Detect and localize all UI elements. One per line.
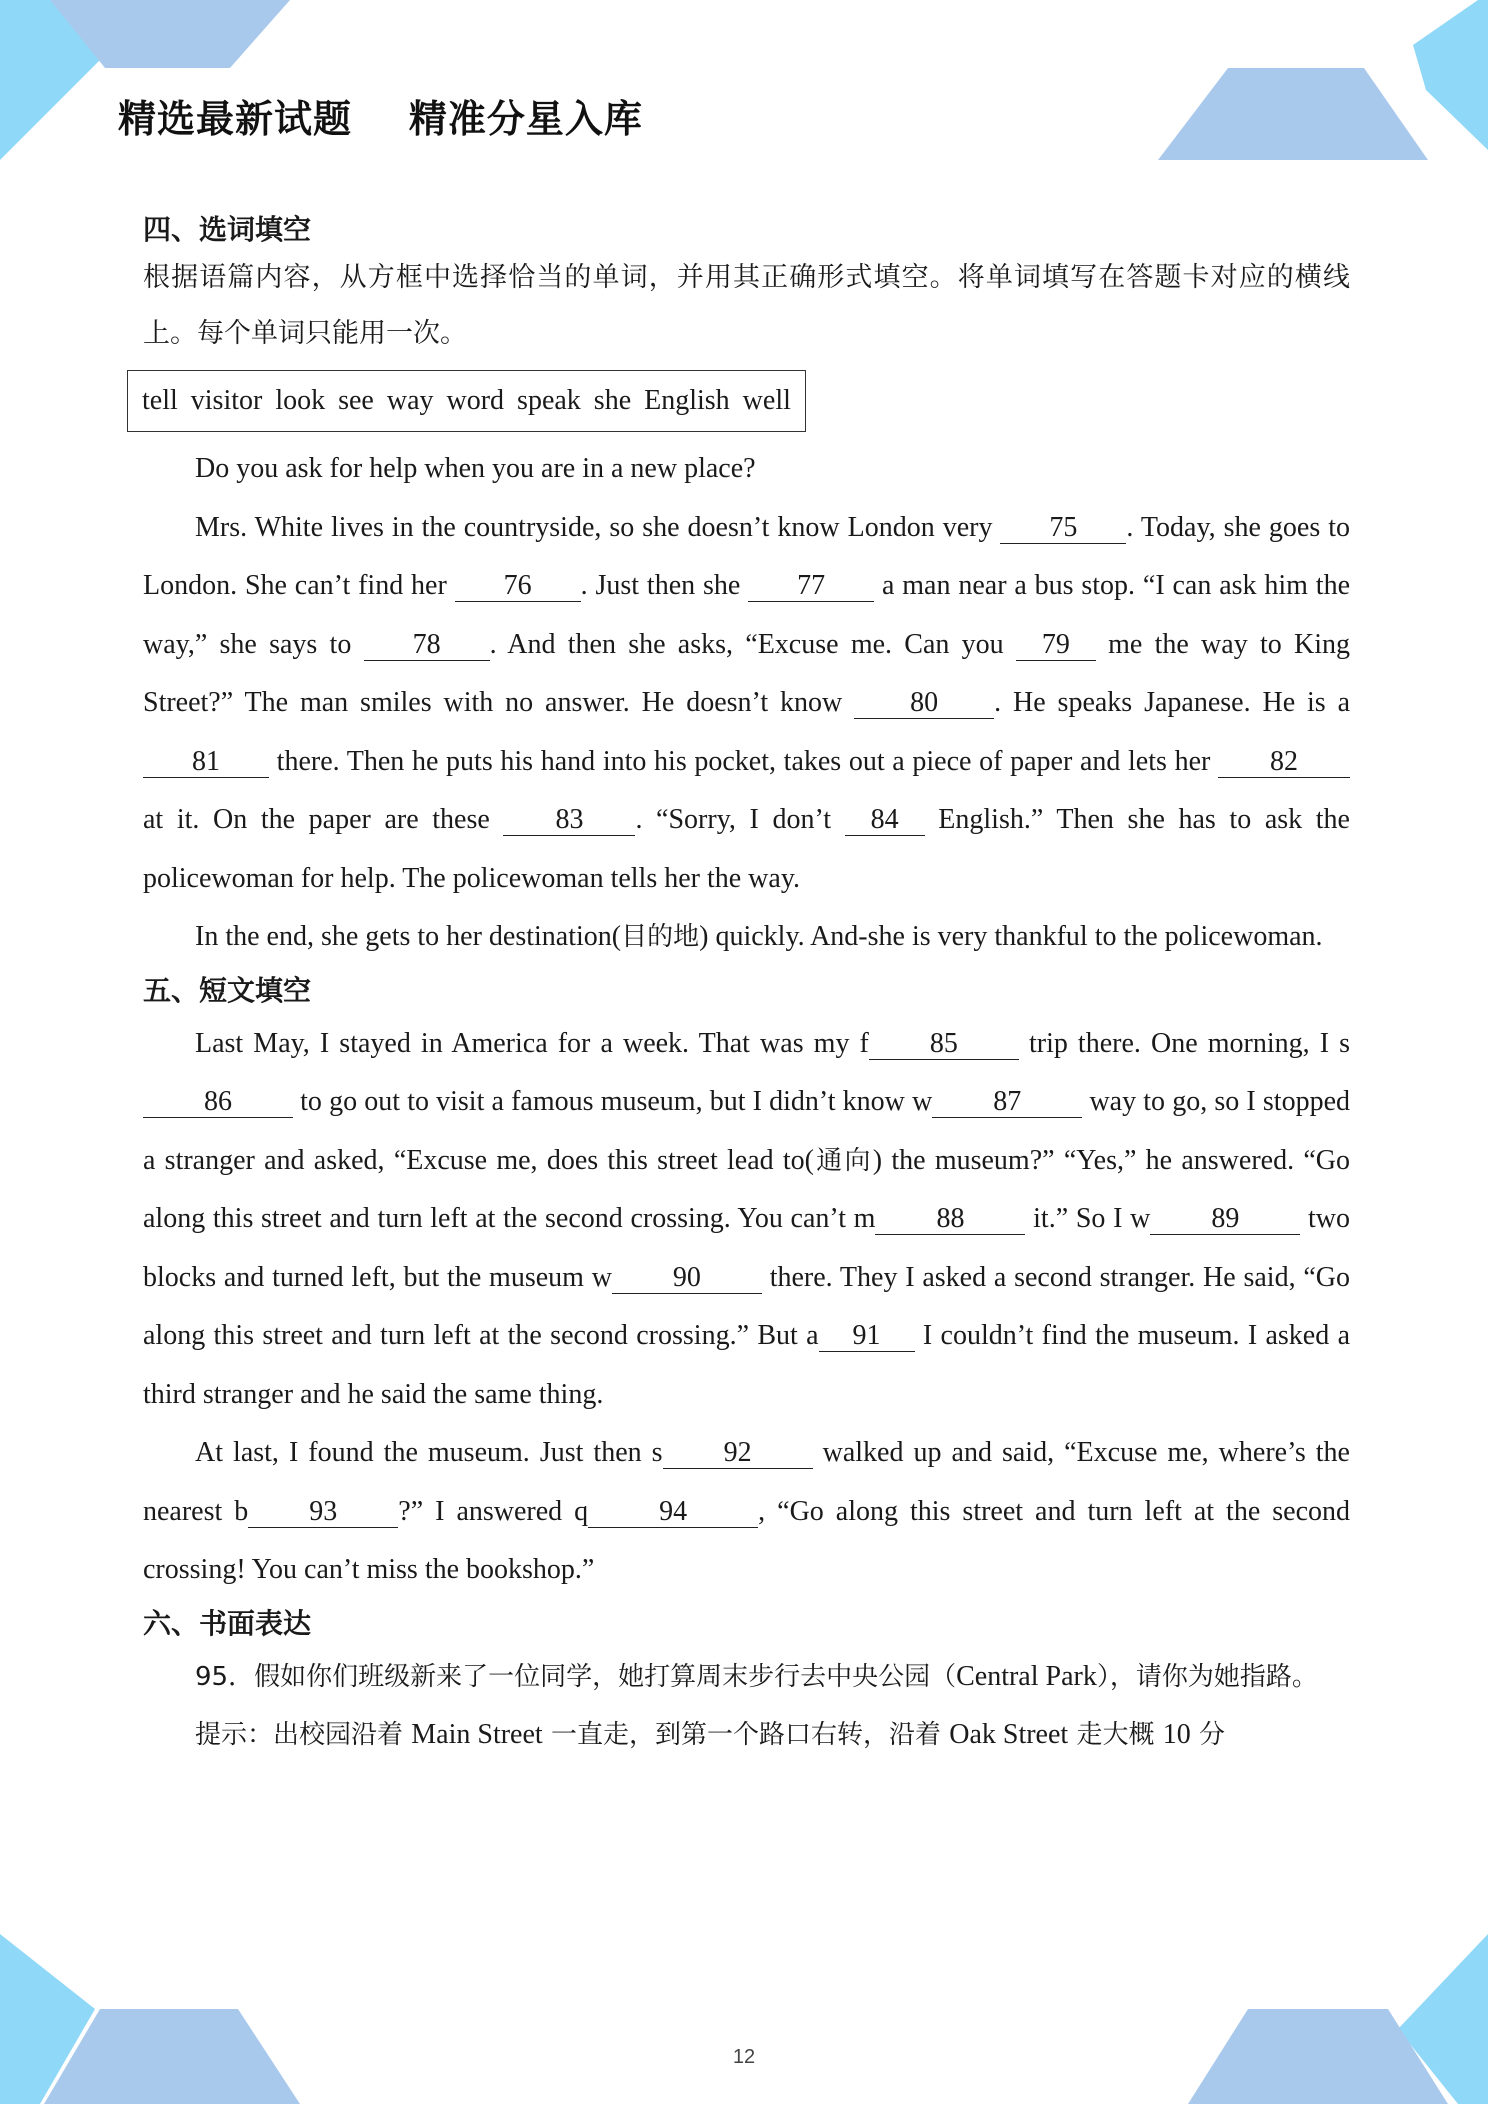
blank-78[interactable]: 78: [364, 630, 490, 661]
bottom-right-decoration: [1178, 1934, 1488, 2104]
section-4-heading: 四、选词填空: [143, 213, 312, 246]
section-4-instruction: 根据语篇内容，从方框中选择恰当的单词，并用其正确形式填空。将单词填写在答题卡对应的横线上。每个单词只能用一次。: [143, 262, 1350, 349]
blank-75[interactable]: 75: [1000, 513, 1126, 544]
question-95: 95．假如你们班级新来了一位同学，她打算周末步行去中央公园（Central Park），请你为她指路。: [195, 1660, 1318, 1692]
section-4-paragraph-1: Do you ask for help when you are in a new place?: [195, 453, 756, 484]
page-header-title: 精选最新试题 精准分星入库: [118, 97, 643, 141]
section-4-paragraph-2: Mrs. White lives in the countryside, so she doesn’t know London very 75 . Today, she goes to London. She can’t find her 76 . Just then she 77 a man near a bus stop. “I can ask him the way,” she says to 78 . And then she asks, “Excuse me. Can you 79 me the way to King Street?” The man smiles with no answer. He doesn’t know 80 . He speaks Japanese. He is a 81 there. Then he puts his hand into his pocket, takes out a piece of paper and lets her 82 at it. On the paper are these 83 . “Sorry, I don’t 84 English.” Then she has to ask the policewoman for help. The policewoman tells her the way.: [143, 511, 1351, 894]
blank-88[interactable]: 88: [875, 1204, 1025, 1235]
blank-83[interactable]: 83: [503, 805, 635, 836]
blank-89[interactable]: 89: [1150, 1204, 1300, 1235]
blank-85[interactable]: 85: [869, 1029, 1019, 1060]
section-5-paragraph-2: At last, I found the museum. Just then s 92 walked up and said, “Excuse me, where’s the nearest b 93 ?” I answered q 94 , “Go along this street and turn left at the second crossing! You can’t miss the bookshop.”: [143, 1437, 1350, 1585]
blank-81[interactable]: 81: [143, 747, 269, 778]
blank-90[interactable]: 90: [612, 1263, 762, 1294]
blank-80[interactable]: 80: [854, 688, 994, 719]
blank-76[interactable]: 76: [455, 571, 581, 602]
blank-91[interactable]: 91: [819, 1321, 915, 1352]
section-5-heading: 五、短文填空: [143, 973, 312, 1007]
question-95-hint: 提示：出校园沿着 Main Street 一直走，到第一个路口右转，沿着 Oak Street 走大概 10 分: [195, 1719, 1225, 1750]
blank-87[interactable]: 87: [932, 1087, 1082, 1118]
blank-77[interactable]: 77: [748, 571, 874, 602]
blank-94[interactable]: 94: [588, 1497, 758, 1528]
section-5-paragraph-1: Last May, I stayed in America for a week. That was my f 85 trip there. One morning, I s86 to go out to visit a famous museum, but I didn’t know w 87 way to go, so I stopped a stranger and asked, “Excuse me, does this street lead to(通向) the museum?” “Yes,” he answered. “Go along this street and turn left at the second crossing. You can’t m 88 it.” So I w 89 two blocks and turned left, but the museum w 90 there. They I asked a second stranger. He said, “Go along this street and turn left at the second crossing.” But a 91 I couldn’t find the museum. I asked a third stranger and he said the same thing.: [143, 1027, 1351, 1410]
section-4-paragraph-3: In the end, she gets to her destination(目的地) quickly. And-she is very thankful to the policewoman.: [195, 921, 1323, 952]
blank-82[interactable]: 82: [1218, 747, 1350, 778]
blank-93[interactable]: 93: [248, 1497, 398, 1528]
page-number: 12: [732, 2046, 756, 2068]
document-body: [143, 206, 1350, 1765]
top-right-decoration: [1158, 0, 1488, 170]
blank-86[interactable]: 86: [143, 1087, 293, 1118]
blank-84[interactable]: 84: [845, 805, 925, 836]
blank-92[interactable]: 92: [663, 1438, 813, 1469]
bottom-left-decoration: [0, 1934, 300, 2104]
word-bank-box: tell visitor look see way word speak she English well: [127, 370, 806, 432]
blank-79[interactable]: 79: [1016, 630, 1096, 661]
section-6-heading: 六、书面表达: [143, 1606, 312, 1640]
